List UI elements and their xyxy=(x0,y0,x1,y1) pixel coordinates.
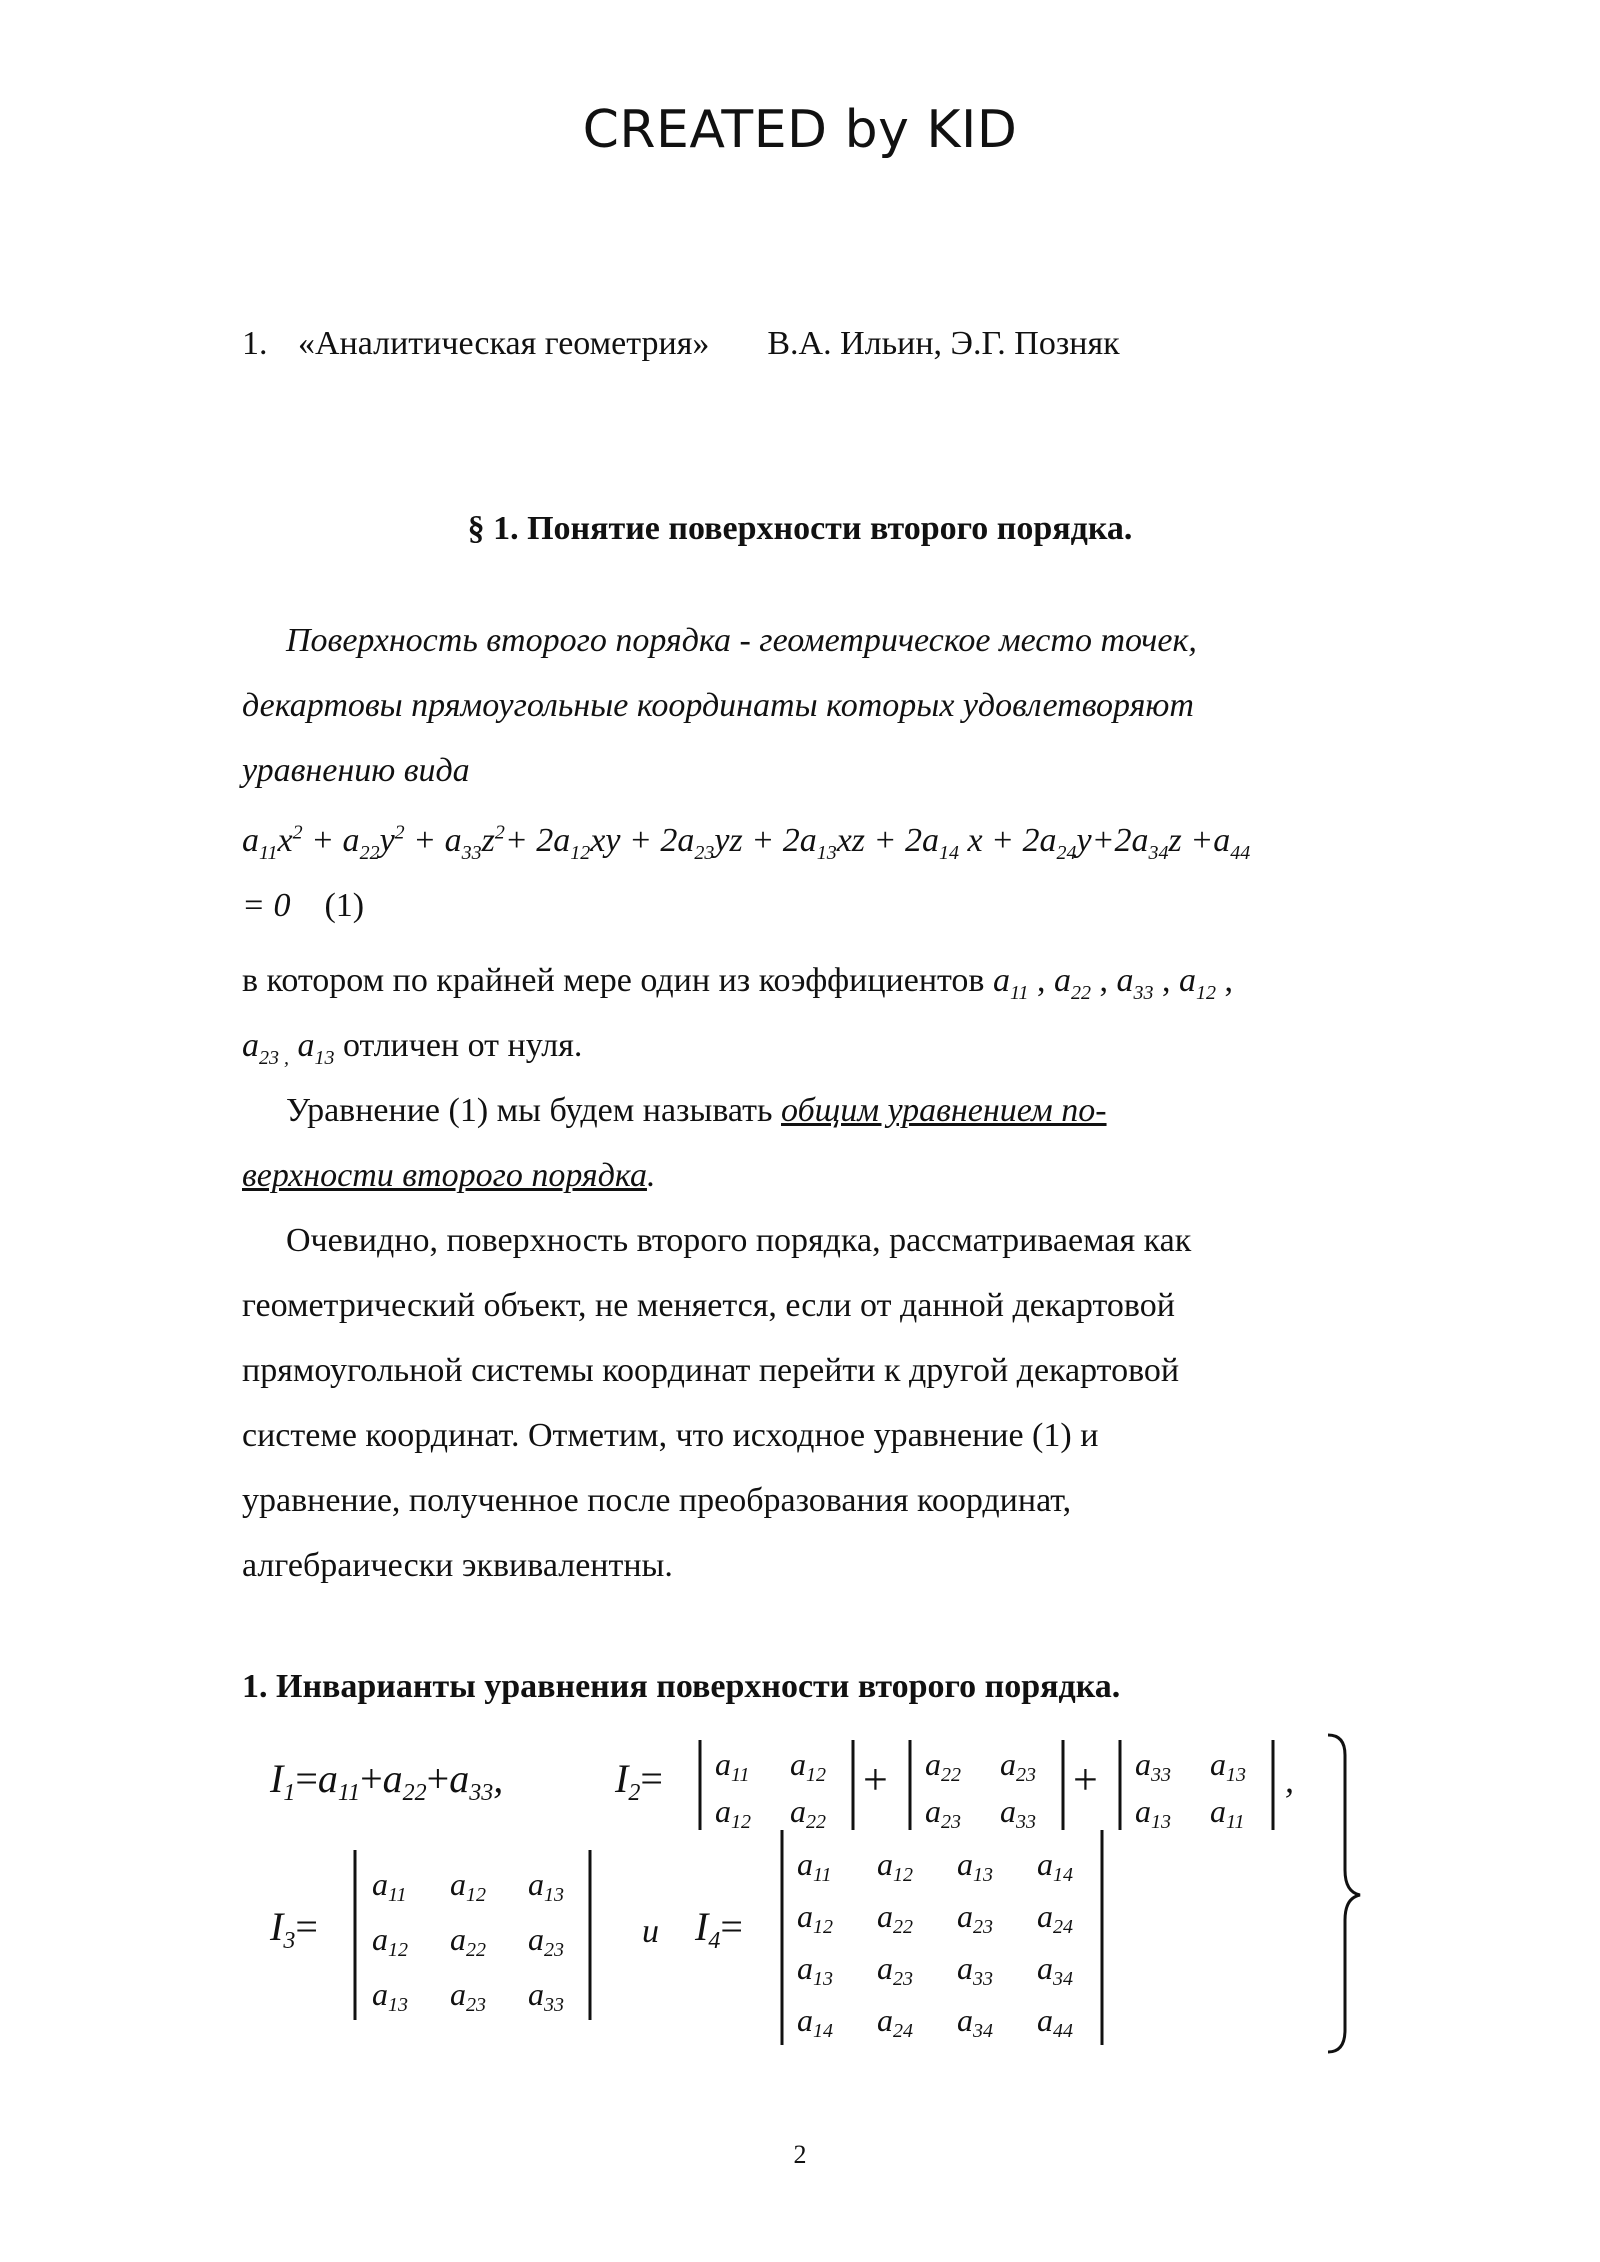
svg-text:a33: a33 xyxy=(1135,1746,1171,1786)
general-equation-term: общим уравнением по- xyxy=(781,1092,1107,1129)
reference-authors: В.А. Ильин, Э.Г. Позняк xyxy=(767,325,1120,362)
invariants-right-brace xyxy=(1328,1735,1360,2052)
svg-text:a33: a33 xyxy=(528,1976,564,2016)
svg-text:a23: a23 xyxy=(528,1921,564,1961)
reference-book-title: «Аналитическая геометрия» xyxy=(298,325,710,362)
svg-text:a11: a11 xyxy=(715,1746,750,1786)
svg-text:a11: a11 xyxy=(797,1846,832,1886)
condition-paragraph: в котором по крайней мере один из коэффициентов $a_{11}$ , $a_{22}$ , $a_{33}$ , $a_{12}$ , $a_{23 ,}$ $a_{13}$ отличен от нуля. xyxy=(242,962,1234,1069)
svg-text:a12: a12 xyxy=(450,1866,486,1906)
invariant-i2 xyxy=(614,1740,1294,1833)
svg-text:I3=: $I_3=$ xyxy=(270,1904,318,1954)
svg-text:I2=: $I_2=$ xyxy=(615,1756,663,1806)
naming-paragraph: Уравнение (1) мы будем называть общим уравнением по- верхности второго порядка. xyxy=(242,1092,1107,1194)
invariant-i4 xyxy=(694,1830,1102,2045)
svg-text:a24: a24 xyxy=(877,2002,913,2042)
svg-text:a34: a34 xyxy=(957,2002,993,2042)
svg-text:a12: a12 xyxy=(715,1793,751,1833)
condition-text: в котором по крайней мере один из коэффициентов xyxy=(242,962,985,999)
invariance-line: системе координат. Отметим, что исходное уравнение (1) и xyxy=(242,1417,1099,1454)
svg-text:+: + xyxy=(1073,1755,1098,1804)
invariants-formula xyxy=(260,1730,1380,2060)
svg-text:a23: a23 xyxy=(925,1793,961,1833)
svg-text:a13: a13 xyxy=(1210,1746,1246,1786)
svg-text:a13: a13 xyxy=(528,1866,564,1906)
naming-text: Уравнение (1) мы будем называть xyxy=(286,1092,773,1129)
invariance-line: алгебраически эквивалентны. xyxy=(242,1547,673,1584)
svg-text:a12: a12 xyxy=(797,1898,833,1938)
svg-text:a23: a23 xyxy=(1000,1746,1036,1786)
invariant-connector: и xyxy=(642,1913,659,1950)
svg-text:a11: a11 xyxy=(1210,1793,1245,1833)
svg-text:a12: a12 xyxy=(372,1921,408,1961)
svg-text:a13: a13 xyxy=(957,1846,993,1886)
general-equation: $a_{11}x^2 + a_{22}y^2 + a_{33}z^2+ 2a_{12}xy + 2a_{23}yz + 2a_{13}xz + 2a_{14}$ $x + 2a_{24}y+2a_{34}z +a_{44}$ = 0 (1) xyxy=(242,821,1251,924)
definition-line: декартовы прямоугольные координаты которых удовлетворяют xyxy=(242,687,1194,724)
invariant-i3 xyxy=(269,1850,590,2020)
svg-text:a11: a11 xyxy=(372,1866,407,1906)
svg-text:I4=: $I_4=$ xyxy=(695,1904,743,1954)
subsection-title: 1. Инварианты уравнения поверхности второго порядка. xyxy=(242,1668,1121,1705)
invariance-paragraph xyxy=(242,1208,1372,1598)
svg-text:a13: a13 xyxy=(1135,1793,1171,1833)
svg-text:a12: a12 xyxy=(790,1746,826,1786)
condition-text-end: отличен от нуля. xyxy=(343,1027,583,1064)
svg-text:a22: a22 xyxy=(925,1746,961,1786)
invariance-line: прямоугольной системы координат перейти к другой декартовой xyxy=(242,1352,1180,1389)
svg-text:+: + xyxy=(863,1755,888,1804)
definition-paragraph xyxy=(242,608,1372,803)
svg-text:a24: a24 xyxy=(1037,1898,1073,1938)
definition-line: уравнению вида xyxy=(242,752,470,789)
svg-text:a34: a34 xyxy=(1037,1950,1073,1990)
reference-line xyxy=(242,325,1120,363)
definition-line: Поверхность второго порядка - геометрическое место точек, xyxy=(286,622,1197,659)
svg-text:a22: a22 xyxy=(790,1793,826,1833)
svg-text:a12: a12 xyxy=(877,1846,913,1886)
section-title: § 1. Понятие поверхности второго порядка. xyxy=(467,510,1133,547)
svg-text:a23: a23 xyxy=(877,1950,913,1990)
invariant-i1 xyxy=(269,1756,503,1806)
svg-text:a33: a33 xyxy=(1000,1793,1036,1833)
svg-text:,: , xyxy=(1285,1760,1294,1800)
invariance-line: Очевидно, поверхность второго порядка, рассматриваемая как xyxy=(286,1222,1192,1259)
svg-text:a13: a13 xyxy=(797,1950,833,1990)
invariance-line: уравнение, полученное после преобразования координат, xyxy=(242,1482,1072,1519)
svg-text:a13: a13 xyxy=(372,1976,408,2016)
document-header-title: CREATED by KID xyxy=(582,100,1018,160)
svg-text:a22: a22 xyxy=(877,1898,913,1938)
svg-text:a22: a22 xyxy=(450,1921,486,1961)
svg-text:a23: a23 xyxy=(450,1976,486,2016)
reference-number: 1. xyxy=(242,325,268,362)
svg-text:a44: a44 xyxy=(1037,2002,1073,2042)
page-number: 2 xyxy=(793,2140,807,2169)
general-equation-term-cont: верхности второго порядка xyxy=(242,1157,647,1194)
invariance-line: геометрический объект, не меняется, если от данной декартовой xyxy=(242,1287,1175,1324)
svg-text:a14: a14 xyxy=(1037,1846,1073,1886)
svg-text:a33: a33 xyxy=(957,1950,993,1990)
equation-label: (1) xyxy=(324,887,365,924)
svg-text:I1=a11+a22+a33,: $I_1=a_{11}+a_{22}+a_{33}$, xyxy=(270,1756,504,1806)
svg-text:a23: a23 xyxy=(957,1898,993,1938)
svg-text:a14: a14 xyxy=(797,2002,833,2042)
